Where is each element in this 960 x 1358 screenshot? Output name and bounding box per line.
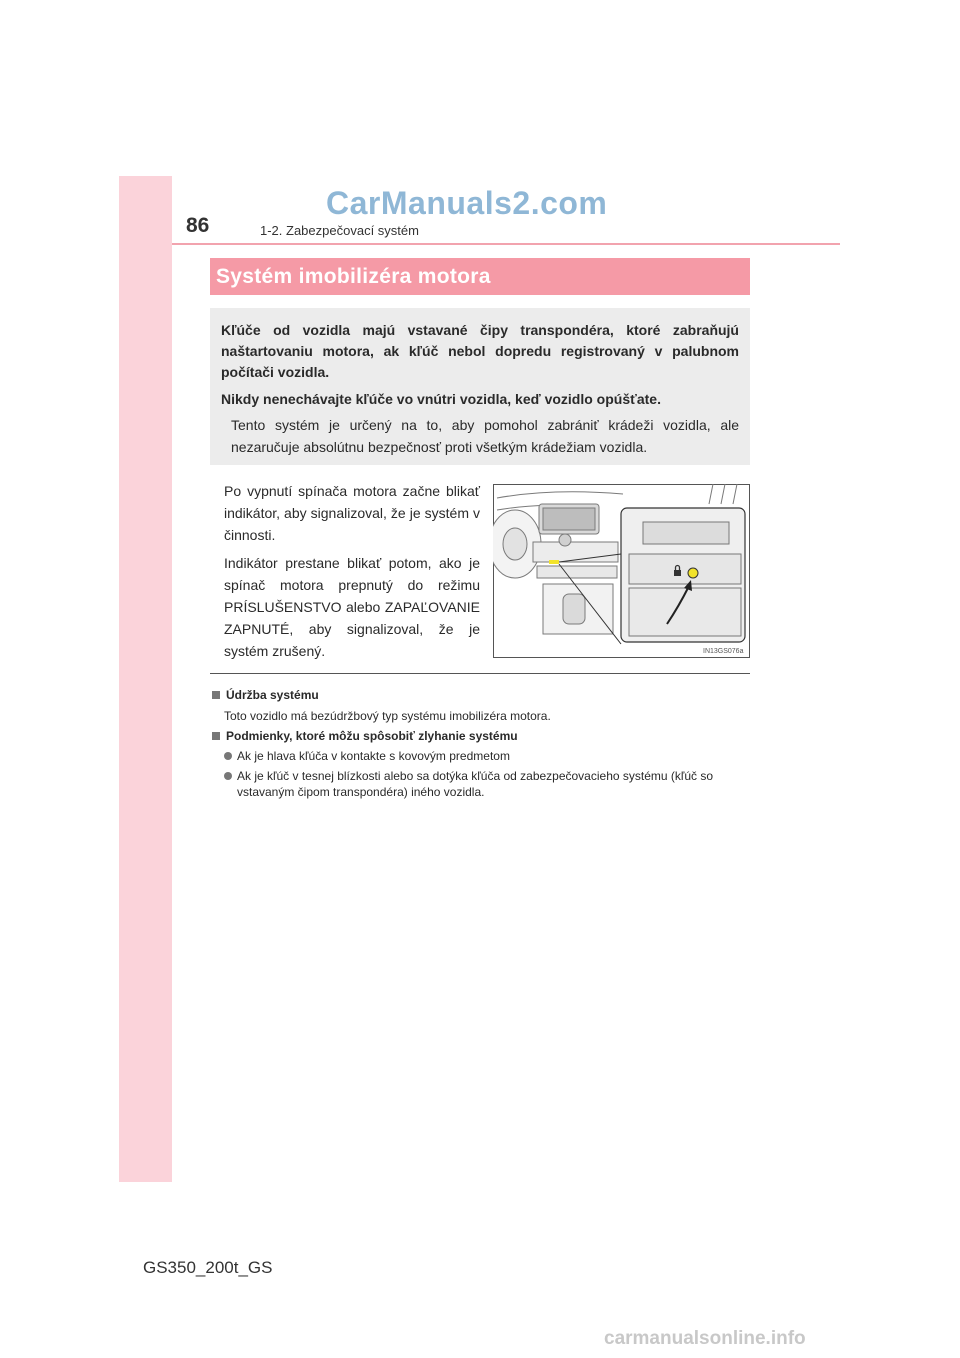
maintenance-title: Údržba systému <box>226 688 319 702</box>
list-item <box>210 748 755 764</box>
page-heading: Systém imobilizéra motora <box>216 265 491 288</box>
info-note: Tento systém je určený na to, aby pomohol zabrániť krádeži vozidla, ale nezaručuje absolútnu bezpečnosť proti všetkým krádežiam vozidla. <box>231 417 739 455</box>
section-divider <box>210 673 750 674</box>
body-paragraph-1: Po vypnutí spínača motora začne blikať indikátor, aby signalizoval, že je systém v činnosti. <box>224 483 480 543</box>
note-heading-maintenance <box>210 687 755 703</box>
dashboard-illustration <box>493 484 750 658</box>
watermark-bottom[interactable]: carmanualsonline.info <box>604 1328 806 1349</box>
figure-code: IN13GS076a <box>703 648 744 655</box>
page-number: 86 <box>186 214 210 237</box>
round-bullet-icon <box>224 752 232 760</box>
conditions-title: Podmienky, ktoré môžu spôsobiť zlyhanie systému <box>226 729 518 743</box>
security-indicator-icon <box>688 568 698 578</box>
watermark-top[interactable]: CarManuals2.com <box>326 185 608 221</box>
list-item <box>210 768 755 800</box>
section-title: 1-2. Zabezpečovací systém <box>260 223 419 238</box>
body-paragraph-2: Indikátor prestane blikať potom, ako je spínač motora prepnutý do režimu PRÍSLUŠENSTVO alebo ZAPAĽOVANIE ZAPNUTÉ, aby signalizoval, že je systém zrušený. <box>224 555 480 659</box>
info-lead: Kľúče od vozidla majú vstavané čipy transpondéra, ktoré zabraňujú naštartovaniu motora, ak kľúč nebol dopredu registrovaný v palubnom počítači vozidla. <box>221 322 739 380</box>
condition-text: Ak je kľúč v tesnej blízkosti alebo sa dotýka kľúča od zabezpečovacieho systému (kľúč so vstavaným čipom transpondéra) iného vozidla. <box>237 769 714 799</box>
note-heading-conditions <box>210 728 755 744</box>
body-text <box>224 480 480 668</box>
notes <box>210 683 755 804</box>
round-bullet-icon <box>224 772 232 780</box>
info-box <box>210 308 750 465</box>
info-warning: Nikdy nenechávajte kľúče vo vnútri vozidla, keď vozidlo opúšťate. <box>221 391 661 407</box>
footer-model: GS350_200t_GS <box>143 1258 273 1277</box>
heading-bar <box>210 258 750 295</box>
header-rule <box>172 243 840 245</box>
maintenance-text: Toto vozidlo má bezúdržbový typ systému imobilizéra motora. <box>224 709 551 723</box>
condition-text: Ak je hlava kľúča v kontakte s kovovým predmetom <box>237 749 510 763</box>
square-bullet-icon <box>212 732 220 740</box>
side-band <box>119 176 172 1182</box>
indicator-location-marker <box>549 560 559 564</box>
square-bullet-icon <box>212 691 220 699</box>
